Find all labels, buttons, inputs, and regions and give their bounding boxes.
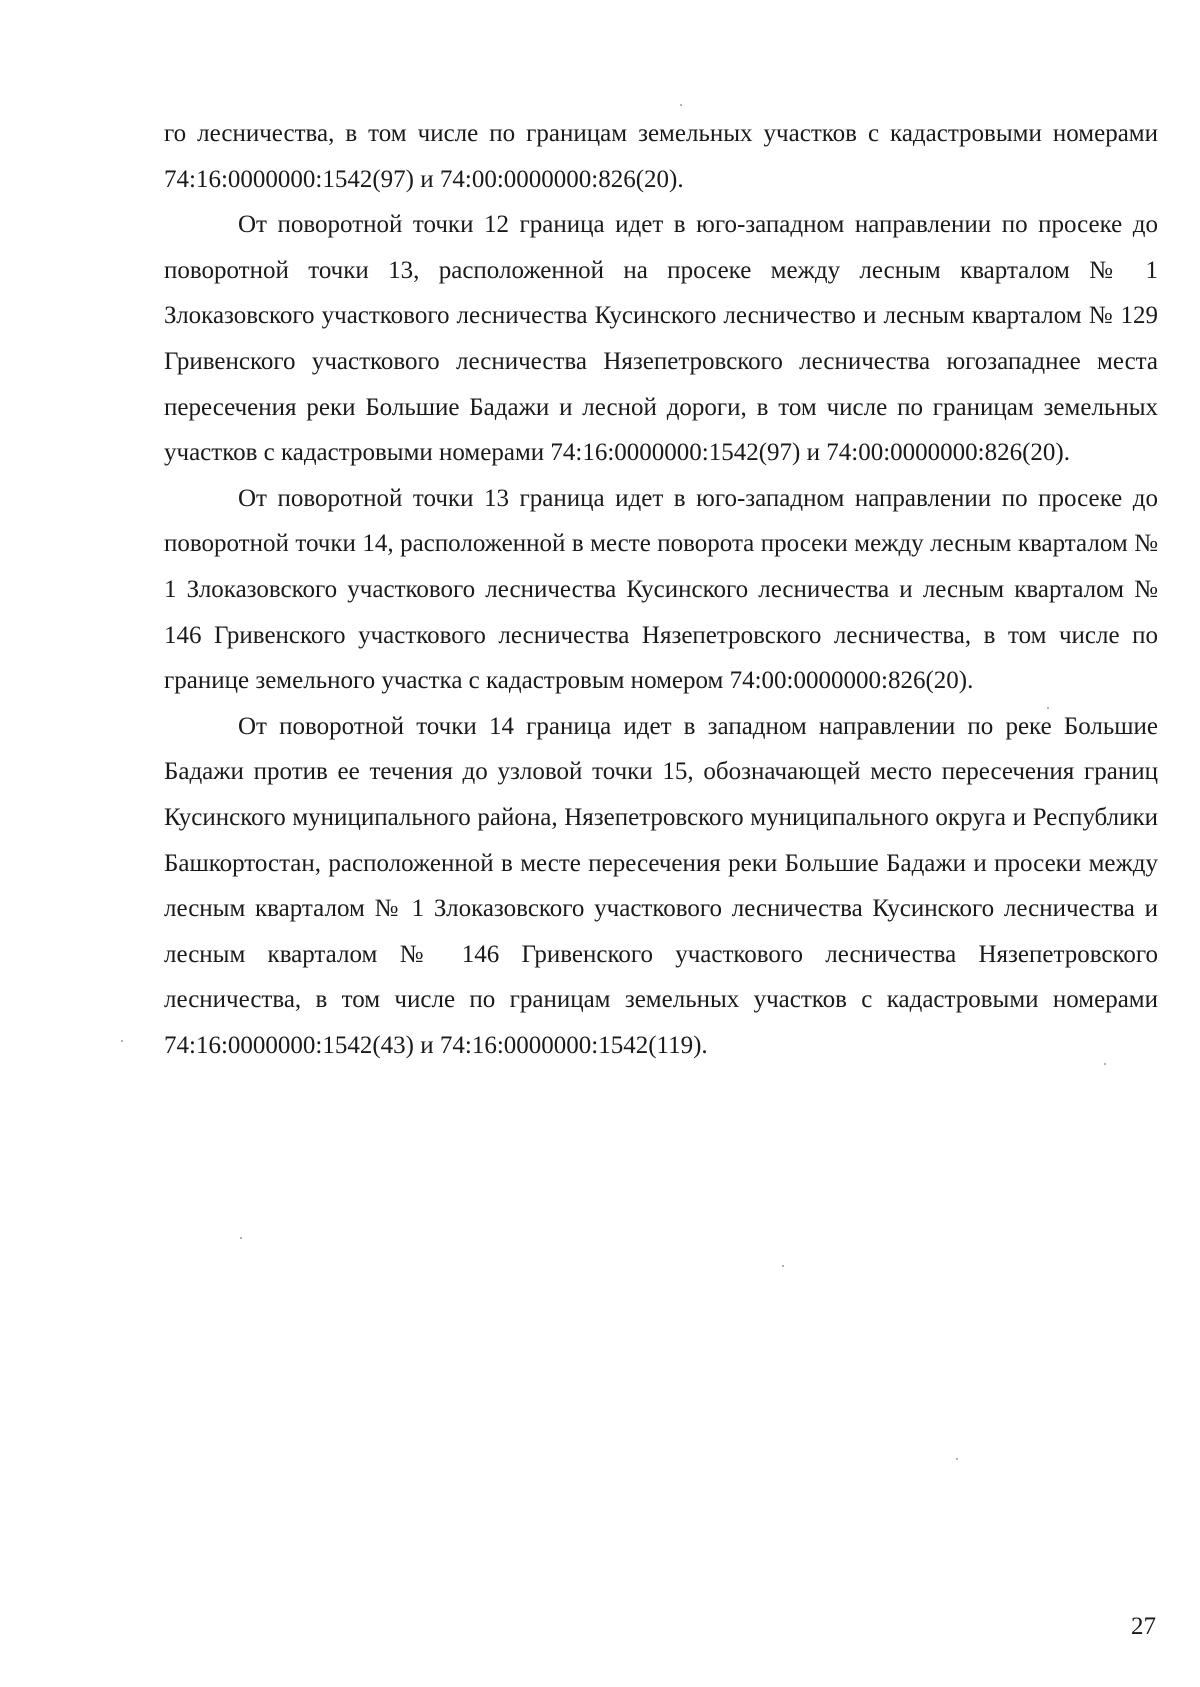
scan-speck xyxy=(121,1040,123,1042)
paragraph-2: От поворотной точки 12 граница идет в юго-западном направлении по просеке до поворотной точки 13, расположенной на просеке между лесным кварталом № 1 Злоказовского участкового лесничества Кусинского лесничество и лесным кварталом № 129 Гривенского участкового лесничества Нязепетровского лесничества югозападнее места пересечения реки Большие Бадажи и лесной дороги, в том числе по границам земельных участков с кадастровыми номерами 74:16:0000000:1542(97) и 74:00:0000000:826(20). xyxy=(164,211,1158,467)
paragraph-3: От поворотной точки 13 граница идет в юго-западном направлении по просеке до поворотной точки 14, расположенной в месте поворота просеки между лесным кварталом № 1 Злоказовского участкового лесничества Кусинского лесничества и лесным кварталом № 146 Гривенского участкового лесничества Нязепетровского лесничества, в том числе по границе земельного участка с кадастровым номером 74:00:0000000:826(20). xyxy=(164,484,1158,695)
scan-speck xyxy=(240,1237,242,1239)
scan-speck xyxy=(680,104,682,106)
scan-speck xyxy=(956,1458,958,1460)
paragraph-1: го лесничества, в том числе по границам земельных участков с кадастровыми номерами 74:16:0000000:1542(97) и 74:00:0000000:826(20). xyxy=(164,120,1158,193)
body-text xyxy=(164,111,1158,1068)
page-number: 27 xyxy=(1131,1613,1156,1640)
scan-speck xyxy=(1047,707,1049,709)
scan-speck xyxy=(1104,1063,1106,1065)
paragraph-4: От поворотной точки 14 граница идет в западном направлении по реке Большие Бадажи против ее течения до узловой точки 15, обозначающей место пересечения границ Кусинского муниципального района, Нязепетровского муниципального округа и Республики Башкортостан, расположенной в месте пересечения реки Большие Бадажи и просеки между лесным кварталом № 1 Злоказовского участкового лесничества Кусинского лесничества и лесным кварталом № 146 Гривенского участкового лесничества Нязепетровского лесничества, в том числе по границам земельных участков с кадастровыми номерами 74:16:0000000:1542(43) и 74:16:0000000:1542(119). xyxy=(164,712,1158,1059)
scan-speck xyxy=(782,1265,784,1267)
